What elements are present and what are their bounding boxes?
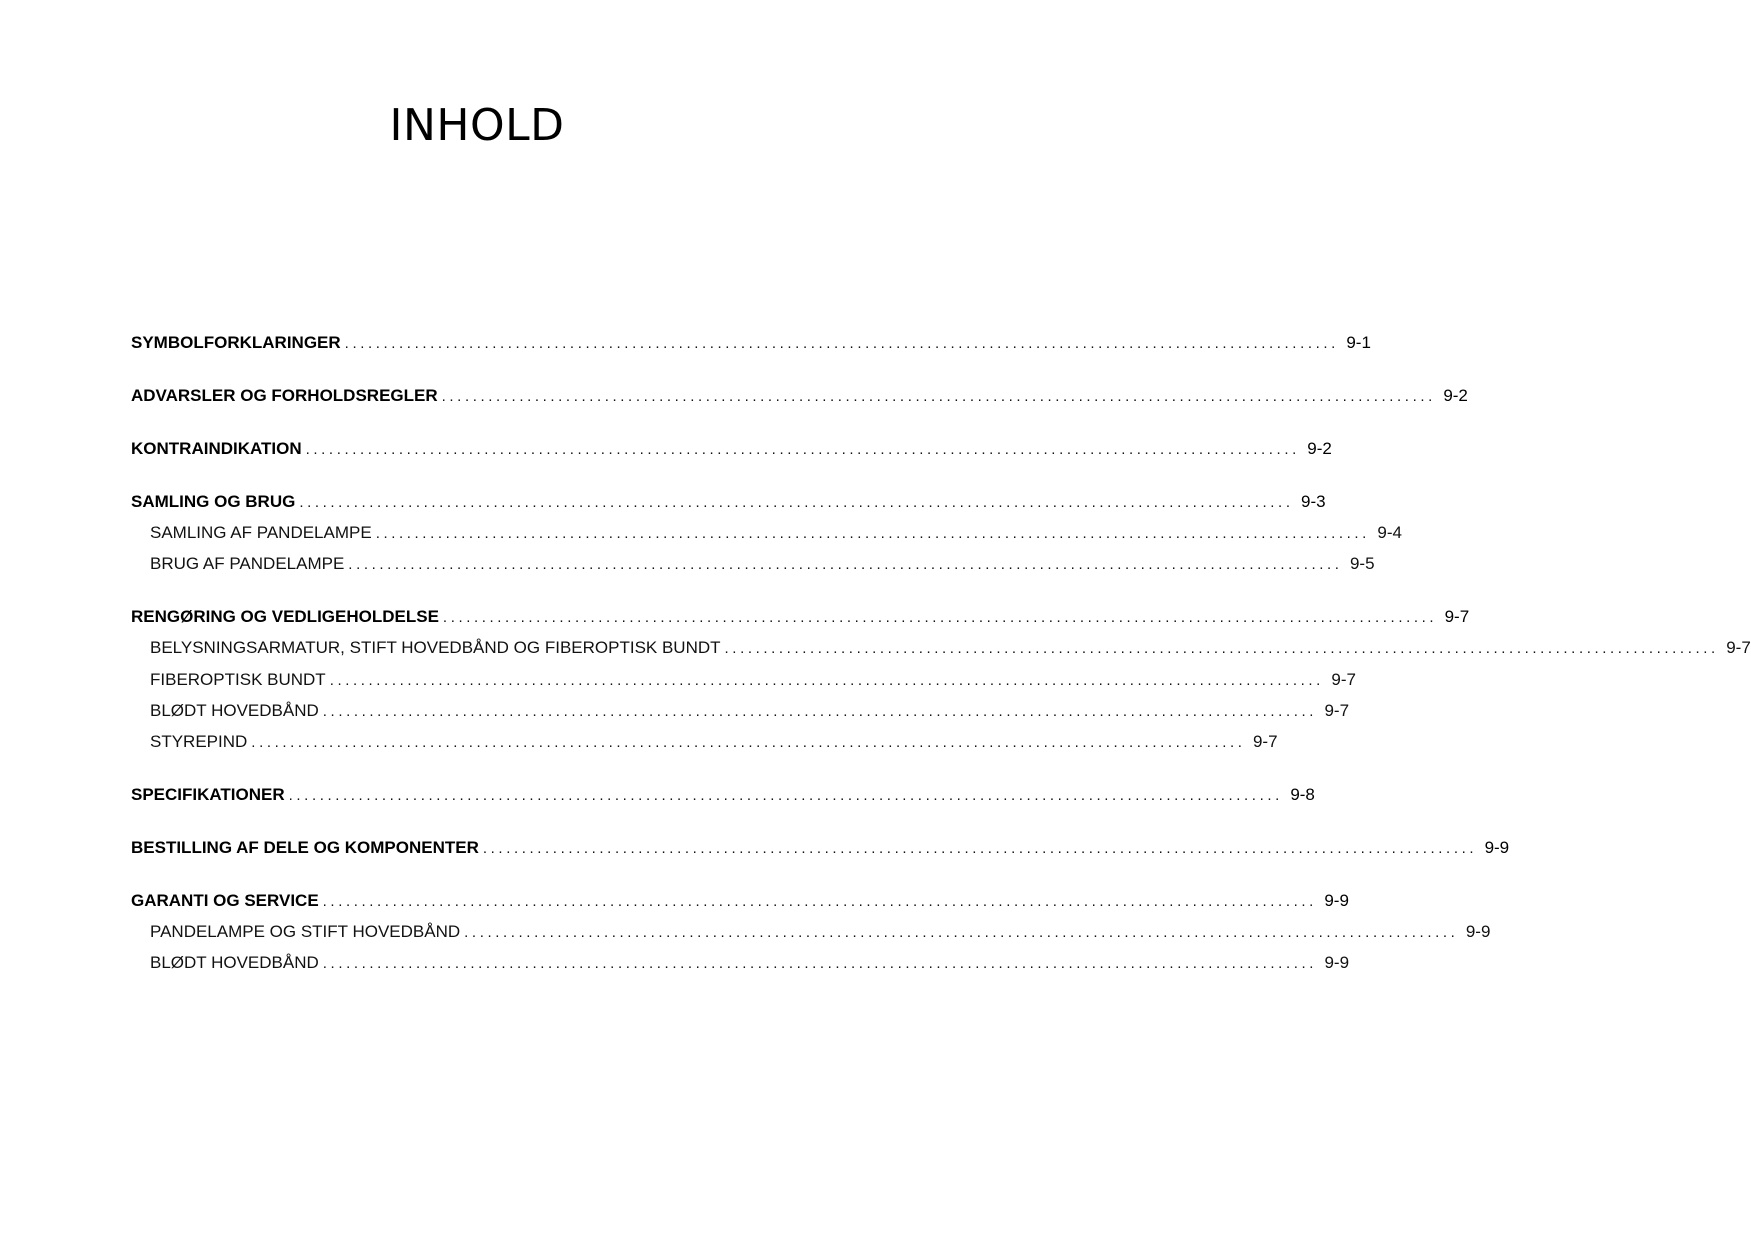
toc-entry-label: BESTILLING AF DELE OG KOMPONENTER [131,838,479,857]
toc-entry-label: BLØDT HOVEDBÅND [150,953,319,972]
toc-entry-bestilling[interactable] [131,836,1510,860]
toc-subentry-pandelampe-og-stift[interactable] [150,920,1491,944]
toc-entry-label: KONTRAINDIKATION [131,439,302,458]
toc-entry-page: 9-7 [1324,701,1350,720]
toc-leader-dots: ................................................................................................................................ [251,734,1246,751]
toc-subentry-styrepind[interactable] [150,730,1278,754]
toc-entry-page: 9-9 [1484,838,1510,857]
toc-entry-page: 9-9 [1324,891,1349,910]
toc-entry-label: SAMLING OG BRUG [131,492,296,511]
toc-entry-kontraindikation[interactable] [131,437,1332,461]
toc-leader-dots: ................................................................................................................................ [322,893,1317,910]
toc-subentry-belysningsarmatur[interactable] [150,636,1751,660]
toc-subentry-fiberoptisk-bundt[interactable] [150,668,1356,692]
toc-entry-label: GARANTI OG SERVICE [131,891,319,910]
toc-subentry-blodt-hovedband[interactable] [150,699,1350,723]
toc-entry-samling-og-brug[interactable] [131,490,1326,514]
toc-leader-dots: ................................................................................................................................ [441,388,1436,405]
toc-leader-dots: ................................................................................................................................ [288,787,1283,804]
toc-entry-page: 9-5 [1349,554,1375,573]
toc-entry-advarsler[interactable] [131,384,1468,408]
toc-entry-label: RENGØRING OG VEDLIGEHOLDELSE [131,607,439,626]
toc-leader-dots: ................................................................................................................................ [322,703,1318,720]
toc-entry-label: BELYSNINGSARMATUR, STIFT HOVEDBÅND OG FIBEROPTISK BUNDT [150,638,721,657]
toc-entry-page: 9-2 [1307,439,1332,458]
toc-leader-dots: ................................................................................................................................ [464,924,1459,941]
toc-entry-label: ADVARSLER OG FORHOLDSREGLER [131,386,438,405]
toc-leader-dots: ................................................................................................................................ [375,525,1370,542]
toc-entry-label: SPECIFIKATIONER [131,785,285,804]
toc-entry-page: 9-4 [1377,523,1402,542]
toc-entry-page: 9-8 [1290,785,1315,804]
toc-subentry-samling-af-pandelampe[interactable] [150,521,1402,545]
page-title: INHOLD [389,100,565,151]
toc-entry-label: BLØDT HOVEDBÅND [150,701,319,720]
toc-entry-page: 9-7 [1252,732,1278,751]
toc-entry-page: 9-7 [1331,670,1356,689]
toc-entry-page: 9-7 [1444,607,1470,626]
toc-leader-dots: ................................................................................................................................ [322,955,1318,972]
toc-entry-page: 9-9 [1465,922,1491,941]
toc-leader-dots: ................................................................................................................................ [482,840,1478,857]
toc-entry-label: STYREPIND [150,732,248,751]
toc-entry-label: SAMLING AF PANDELAMPE [150,523,372,542]
toc-subentry-brug-af-pandelampe[interactable] [150,552,1375,576]
toc-leader-dots: ................................................................................................................................ [348,556,1343,573]
toc-leader-dots: ................................................................................................................................ [305,441,1300,458]
toc-subentry-blodt-hovedband-2[interactable] [150,951,1350,975]
toc-entry-rengoring[interactable] [131,605,1470,629]
toc-entry-garanti-og-service[interactable] [131,889,1349,913]
toc-entry-label: BRUG AF PANDELAMPE [150,554,345,573]
toc-entry-page: 9-3 [1301,492,1326,511]
toc-leader-dots: ................................................................................................................................ [299,494,1294,511]
toc-entry-label: FIBEROPTISK BUNDT [150,670,326,689]
toc-leader-dots: ................................................................................................................................ [344,335,1339,352]
toc-entry-page: 9-9 [1324,953,1350,972]
toc-entry-label: PANDELAMPE OG STIFT HOVEDBÅND [150,922,461,941]
toc-entry-page: 9-2 [1443,386,1468,405]
toc-leader-dots: ................................................................................................................................ [442,609,1438,626]
toc-entry-page: 9-7 [1726,638,1751,657]
toc-entry-symbolforklaringer[interactable] [131,331,1371,355]
toc-leader-dots: ................................................................................................................................ [724,640,1719,657]
toc-entry-page: 9-1 [1346,333,1371,352]
toc-leader-dots: ................................................................................................................................ [329,672,1324,689]
toc-entry-specifikationer[interactable] [131,783,1315,807]
toc-entry-label: SYMBOLFORKLARINGER [131,333,341,352]
